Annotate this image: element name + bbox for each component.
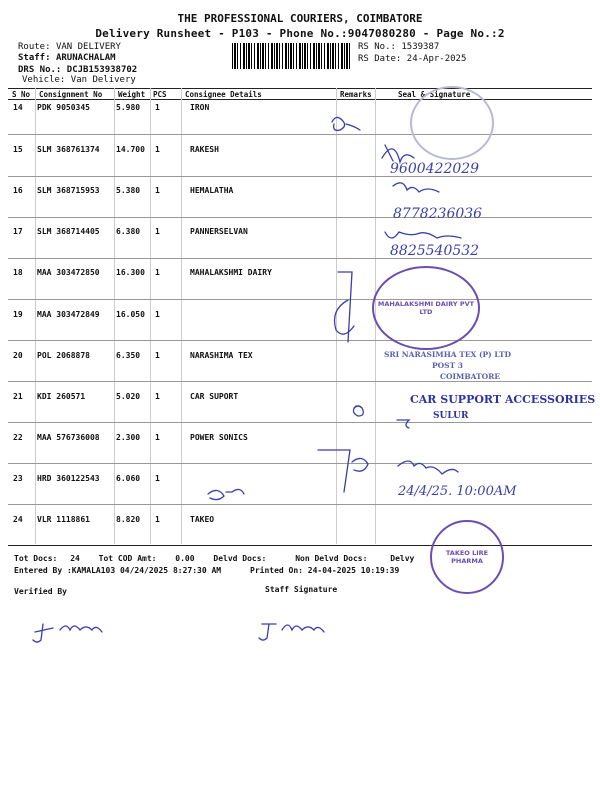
rs-date-label: RS Date: [358,54,402,64]
initial-mark-14 [332,117,360,130]
bracket-mark-18-19 [335,272,355,342]
narashima-stamp-line1: SRI NARASIMHA TEX (P) LTD [384,350,512,359]
row-sno: 14 [13,103,23,112]
row-consignment: HRD 360122543 [37,474,100,483]
row-weight: 5.020 [116,392,141,401]
row-consignee: RAKESH [190,145,219,154]
row-weight: 2.300 [116,433,141,442]
row-pcs: 1 [155,186,160,195]
staff-value: ARUNACHALAM [55,53,116,63]
row-consignee: HEMALATHA [190,186,234,195]
verified-by-label: Verified By [14,587,67,596]
scribble-23 [208,489,244,499]
initial-mark-22 [397,420,409,428]
row-pcs: 1 [155,268,160,277]
row-consignment: PDK 9050345 [37,103,90,112]
printed-on: Printed On: 24-04-2025 10:19:39 [250,566,400,575]
row-consignee: TAKEO [190,515,215,524]
row-pcs: 1 [155,227,160,236]
narashima-stamp-line3: COIMBATORE [440,372,501,381]
row-weight: 16.300 [116,268,145,277]
row-sno: 24 [13,515,23,524]
drs-value: DCJB153938702 [66,65,138,75]
signature-15 [382,145,414,162]
col-seal-signature: Seal & Signature [398,90,471,99]
col-remarks: Remarks [340,90,372,99]
route-label: Route: [18,42,51,52]
tot-docs-label: Tot Docs: [14,554,58,563]
row-consignment: POL 2068878 [37,351,90,360]
row-consignment: SLM 368715953 [37,186,100,195]
takeo-pharma-stamp [430,520,504,594]
company-title: THE PROFESSIONAL COURIERS, COIMBATORE [177,12,423,25]
row-weight: 8.820 [116,515,141,524]
totals-line [14,554,414,563]
takeo-stamp-text: TAKEO LIRE PHARMA [445,549,489,565]
vehicle-value: Van Delivery [70,75,136,85]
row-sno: 18 [13,268,23,277]
row-consignment: VLR 1118861 [37,515,90,524]
row-pcs: 1 [155,310,160,319]
col-sno: S No [12,90,31,99]
row-consignment: MAA 303472849 [37,310,100,319]
delvy-label: Delvy [390,554,415,563]
handwritten-time-23: 24/4/25. 10:00AM [398,484,517,499]
row-weight: 16.050 [116,310,145,319]
handwritten-phone-15: 9600422029 [390,161,480,177]
signature-16 [393,183,439,192]
row-weight: 5.980 [116,103,141,112]
tot-cod-label: Tot COD Amt: [98,554,157,563]
delvd-docs-label: Delvd Docs: [213,554,267,563]
rs-no-label: RS No.: [358,42,396,52]
row-weight: 6.350 [116,351,141,360]
route-value: VAN DELIVERY [55,42,121,52]
col-weight: Weight [118,90,146,99]
initial-mark-21 [353,406,363,416]
row-pcs: 1 [155,351,160,360]
row-weight: 6.380 [116,227,141,236]
handwritten-phone-16: 8778236036 [393,206,483,222]
row-weight: 14.700 [116,145,145,154]
row-pcs: 1 [155,145,160,154]
row-sno: 15 [13,145,23,154]
entered-by: Entered By :KAMALA103 04/24/2025 8:27:30 AM [14,566,222,575]
verified-signature [33,624,102,642]
car-support-stamp-line2: SULUR [433,411,469,421]
row-pcs: 1 [155,392,160,401]
row-sno: 17 [13,227,23,236]
signature-23 [398,461,458,474]
narashima-stamp-line2: POST 3 [432,361,463,370]
row-consignment: KDI 260571 [37,392,86,401]
row-pcs: 1 [155,515,160,524]
row-sno: 16 [13,186,23,195]
row-consignee: CAR SUPORT [190,392,239,401]
row-sno: 22 [13,433,23,442]
row-pcs: 1 [155,433,160,442]
row-consignee: POWER SONICS [190,433,248,442]
row-consignee: PANNERSELVAN [190,227,248,236]
row-consignment: SLM 368761374 [37,145,100,154]
col-consignment: Consignment No [39,90,103,99]
row-consignment: MAA 576736008 [37,433,100,442]
mahalakshmi-stamp-text: MAHALAKSHMI DAIRY PVT LTD [377,300,475,316]
row-sno: 21 [13,392,23,401]
row-consignee: MAHALAKSHMI DAIRY [190,268,272,277]
row-pcs: 1 [155,103,160,112]
runsheet-title: Delivery Runsheet - P103 - Phone No.:9047080280 - Page No.:2 [95,27,505,40]
vehicle-label: Vehicle: [22,75,66,85]
handwritten-phone-17: 8825540532 [390,243,480,259]
bracket-mark-22-23 [318,450,368,492]
row-consignee: IRON [190,103,210,112]
col-pcs: PCS [153,90,167,99]
rs-date-value: 24-Apr-2025 [406,54,467,64]
staff-signature-label: Staff Signature [265,585,338,594]
faint-seal-stamp [410,86,494,160]
staff-label: Staff: [18,53,51,63]
row-sno: 23 [13,474,23,483]
col-consignee: Consignee Details [185,90,262,99]
row-consignment: MAA 303472850 [37,268,100,277]
row-weight: 5.380 [116,186,141,195]
row-consignee: NARASHIMA TEX [190,351,253,360]
row-sno: 20 [13,351,23,360]
row-weight: 6.060 [116,474,141,483]
rs-no-value: 1539387 [401,42,440,52]
row-pcs: 1 [155,474,160,483]
row-sno: 19 [13,310,23,319]
row-consignment: SLM 368714405 [37,227,100,236]
tot-cod-value: 0.00 [175,554,195,563]
drs-label: DRS No.: [18,65,62,75]
mahalakshmi-dairy-stamp [372,266,480,350]
signature-17 [385,232,461,238]
car-support-stamp-line1: CAR SUPPORT ACCESSORIES [410,393,596,406]
staff-signature-mark [259,624,324,640]
non-delvd-docs-label: Non Delvd Docs: [295,554,368,563]
tot-docs-value: 24 [70,554,80,563]
